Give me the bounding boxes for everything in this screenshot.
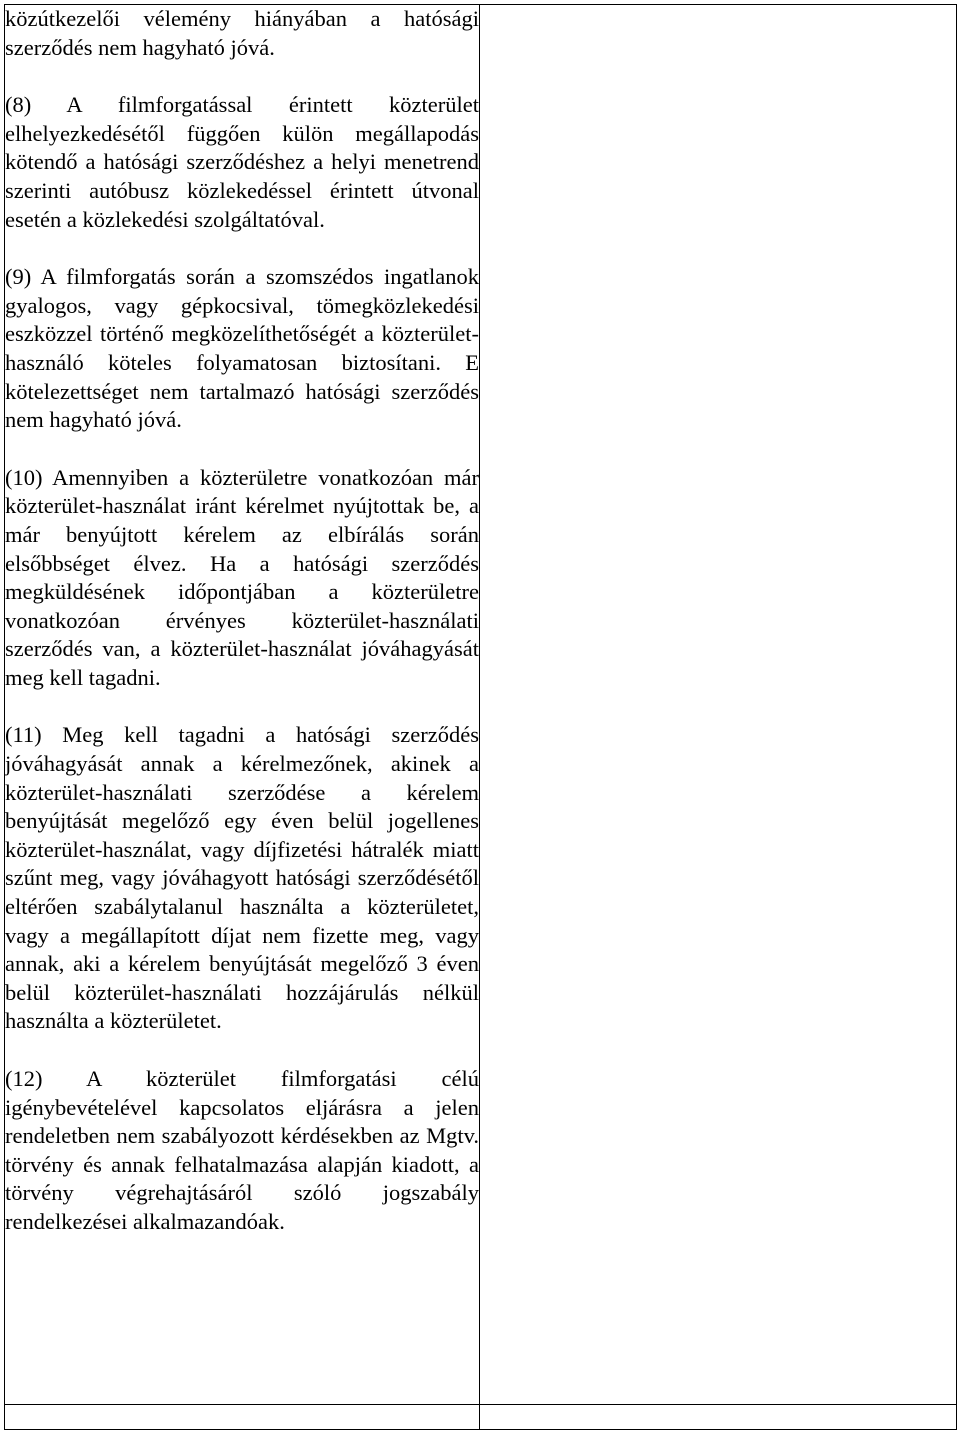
table-row (5, 5, 957, 1405)
paragraph-9: (9) A filmforgatás során a szomszédos ingatlanok gyalogos, vagy gépkocsival, tömegközlekedési eszközzel történő megközelíthetőségét a közterület-használó köteles folyamatosan biztosítani. E kötelezettséget nem tartalmazó hatósági szerződés nem hagyható jóvá. (5, 264, 479, 433)
paragraph-11: (11) Meg kell tagadni a hatósági szerződés jóváhagyását annak a kérelmezőnek, akinek a közterület-használati szerződése a kérelem benyújtását megelőző egy éven belül jogellenes közterület-használat, vagy díjfizetési hátralék miatt szűnt meg, vagy jóváhagyott hatósági szerződésétől eltérően szabálytalanul használta a közterületet, vagy a megállapított díjat nem fizette meg, vagy annak, aki a kérelem benyújtását megelőző 3 éven belül közterület-használati hozzájárulás nélkül használta a közterületet. (5, 722, 479, 1034)
table-row (5, 1404, 957, 1429)
paragraph-continuation: közútkezelői vélemény hiányában a hatósági szerződés nem hagyható jóvá. (5, 6, 479, 60)
paragraph-10: (10) Amennyiben a közterületre vonatkozóan már közterület-használat iránt kérelmet nyújtottak be, a már benyújtott kérelem az elbírálás során elsőbbséget élvez. Ha a hatósági szerződés megküldésének időpontjában a közterületre vonatkozóan érvényes közterület-használati szerződés van, a közterület-használat jóváhagyását meg kell tagadni. (5, 464, 479, 690)
paragraph-8: (8) A filmforgatással érintett közterület elhelyezkedésétől függően külön megállapodás kötendő a hatósági szerződéshez a helyi menetrend szerinti autóbusz közlekedéssel érintett útvonal esetén a közlekedési szolgáltatóval. (5, 92, 479, 232)
empty-cell-bottom-left (5, 1404, 480, 1429)
empty-cell-bottom-right (480, 1404, 957, 1429)
document-table (4, 4, 957, 1430)
text-cell (5, 5, 480, 1405)
paragraph-12: (12) A közterület filmforgatási célú igénybevételével kapcsolatos eljárásra a jelen rendeletben nem szabályozott kérdésekben az Mgtv. törvény és annak felhatalmazása alapján kiadott, a törvény végrehajtásáról szóló jogszabály rendelkezései alkalmazandóak. (5, 1066, 479, 1234)
empty-cell-right (480, 5, 957, 1405)
